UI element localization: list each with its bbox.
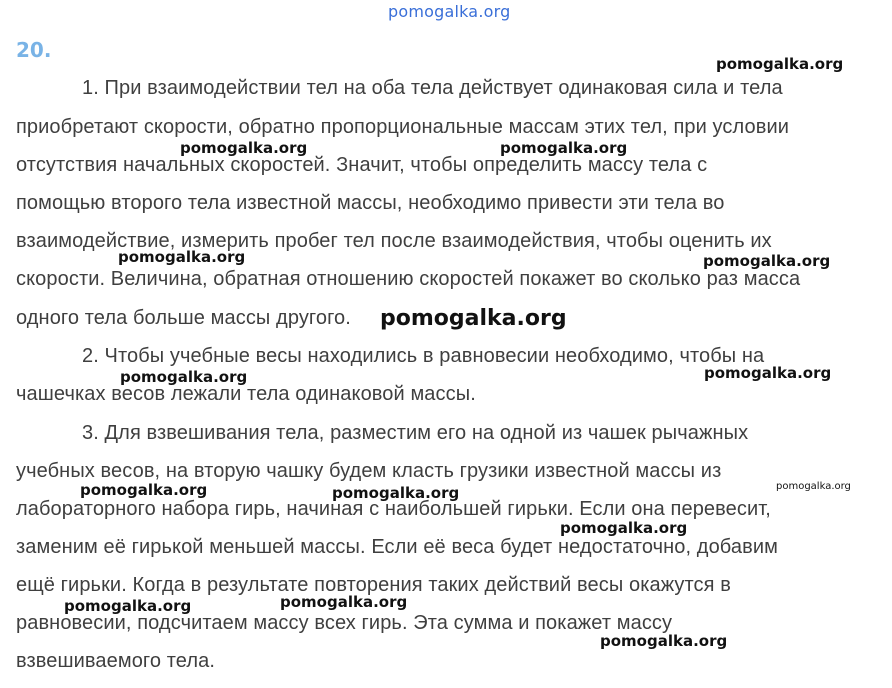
text-line: одного тела больше массы другого. [16, 307, 351, 329]
watermark: pomogalka.org [64, 597, 192, 615]
text-line: ещё гирьки. Когда в результате повторения таких действий весы окажутся в [16, 574, 731, 596]
watermark: pomogalka.org [560, 519, 688, 537]
text-line: 3. Для взвешивания тела, разместим его на одной из чашек рычажных [82, 422, 749, 444]
watermark: pomogalka.org [280, 593, 408, 611]
text-line: лабораторного набора гирь, начиная с наибольшей гирьки. Если она перевесит, [16, 498, 771, 520]
watermark: pomogalka.org [776, 481, 851, 492]
text-line: равновесии, подсчитаем массу всех гирь. Эта сумма и покажет массу [16, 612, 673, 634]
watermark: pomogalka.org [380, 306, 567, 331]
watermark: pomogalka.org [500, 139, 628, 157]
watermark: pomogalka.org [120, 368, 248, 386]
site-header: pomogalka.org [388, 2, 511, 21]
text-line: учебных весов, на вторую чашку будем класть грузики известной массы из [16, 460, 722, 482]
text-line: чашечках весов лежали тела одинаковой массы. [16, 383, 476, 405]
watermark: pomogalka.org [703, 252, 831, 270]
text-line: 1. При взаимодействии тел на оба тела действует одинаковая сила и тела [82, 77, 783, 99]
text-line: взвешиваемого тела. [16, 650, 216, 672]
watermark: pomogalka.org [716, 55, 844, 73]
text-line: 2. Чтобы учебные весы находились в равновесии необходимо, чтобы на [82, 345, 765, 367]
text-line: взаимодействие, измерить пробег тел после взаимодействия, чтобы оценить их [16, 230, 772, 252]
text-line: приобретают скорости, обратно пропорциональные массам этих тел, при условии [16, 116, 790, 138]
watermark: pomogalka.org [80, 481, 208, 499]
text-line: заменим её гирькой меньшей массы. Если её веса будет недостаточно, добавим [16, 536, 778, 558]
watermark: pomogalka.org [180, 139, 308, 157]
text-line: скорости. Величина, обратная отношению скоростей покажет во сколько раз масса [16, 268, 801, 290]
watermark: pomogalka.org [704, 364, 832, 382]
watermark: pomogalka.org [600, 632, 728, 650]
text-line: помощью второго тела известной массы, необходимо привести эти тела во [16, 192, 725, 214]
watermark: pomogalka.org [118, 248, 246, 266]
task-number: 20. [16, 38, 52, 62]
watermark: pomogalka.org [332, 484, 460, 502]
text-line: отсутствия начальных скоростей. Значит, чтобы определить массу тела с [16, 154, 708, 176]
